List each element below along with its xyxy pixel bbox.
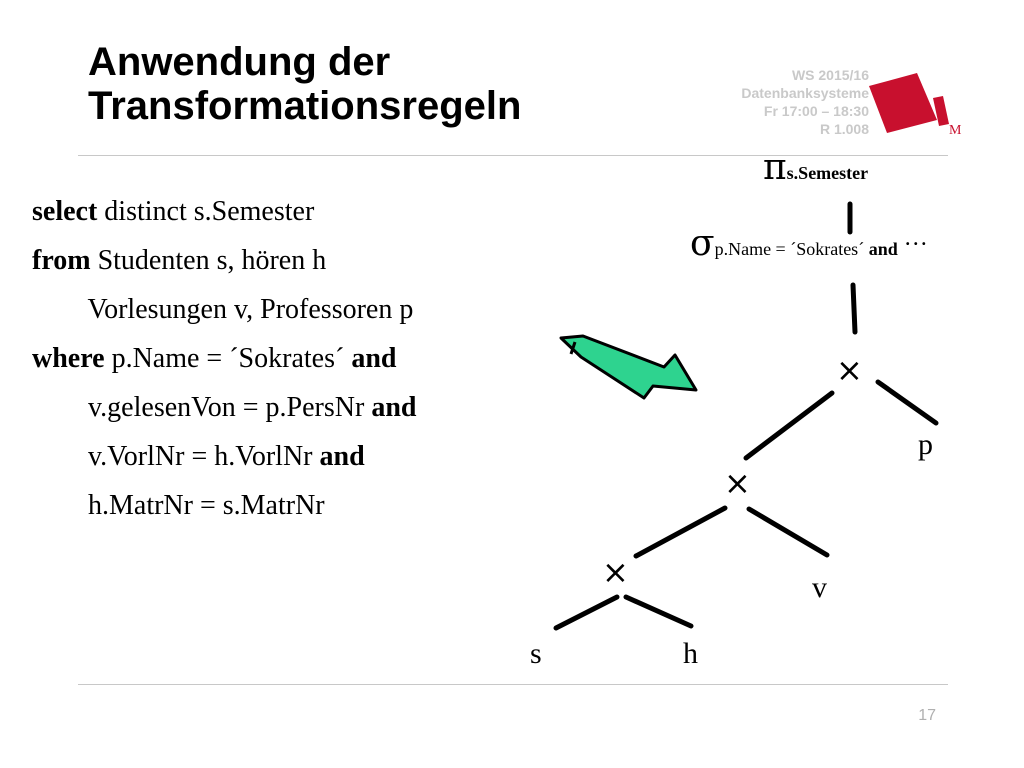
arrow-shape <box>561 336 696 398</box>
logo-letter: M <box>949 123 962 135</box>
sql-text: Studenten s, hören h <box>90 245 327 276</box>
sql-keyword-where: where <box>32 343 105 374</box>
edge-sigma-cross <box>853 285 855 332</box>
course-semester: WS 2015/16 <box>791 67 869 83</box>
leaf-p: p <box>918 428 933 461</box>
selection-ellipsis: … <box>903 225 928 251</box>
sigma-symbol: σ <box>690 223 715 264</box>
bottom-divider <box>78 684 948 685</box>
edge-cross2-cross3 <box>636 508 725 556</box>
transform-arrow <box>561 336 696 398</box>
sql-text: distinct s.Semester <box>97 196 315 227</box>
leaf-s: s <box>530 637 542 670</box>
edge-cross1-p <box>878 382 936 423</box>
edge-cross2-v <box>749 509 827 555</box>
selection-node <box>690 223 928 264</box>
title-line-1: Anwendung der <box>88 40 391 84</box>
sql-keyword-and: and <box>319 441 365 472</box>
sql-text: v.VorlNr = h.VorlNr <box>32 441 320 472</box>
page-number: 17 <box>918 707 936 724</box>
pi-symbol: π <box>763 147 787 188</box>
projection-attribute: s.Semester <box>786 163 869 183</box>
sql-text: h.MatrNr = s.MatrNr <box>32 490 325 521</box>
edge-cross3-s <box>556 597 617 628</box>
leaf-h: h <box>683 637 698 670</box>
cross-product-2: × <box>724 464 751 502</box>
sql-text: v.gelesenVon = p.PersNr <box>32 392 372 423</box>
sql-keyword-from: from <box>32 245 91 276</box>
sql-keyword-and: and <box>351 343 397 374</box>
course-room: R 1.008 <box>819 121 869 137</box>
sql-keyword-select: select <box>32 196 98 227</box>
edge-cross1-cross2 <box>746 393 832 458</box>
cross-product-1: × <box>836 351 863 389</box>
sql-text: p.Name = ´Sokrates´ <box>104 343 352 374</box>
selection-and: and <box>868 239 898 259</box>
sql-text: Vorlesungen v, Professoren p <box>32 294 414 325</box>
leaf-v: v <box>812 571 827 604</box>
sql-keyword-and: and <box>371 392 417 423</box>
edge-cross3-h <box>626 597 691 626</box>
selection-predicate: p.Name = ´Sokrates´ <box>714 239 869 259</box>
course-name: Datenbanksysteme <box>741 85 869 101</box>
cross-product-3: × <box>602 553 629 591</box>
projection-node <box>763 147 868 188</box>
title-line-2: Transformationsregeln <box>88 84 522 128</box>
course-time: Fr 17:00 – 18:30 <box>763 103 869 119</box>
